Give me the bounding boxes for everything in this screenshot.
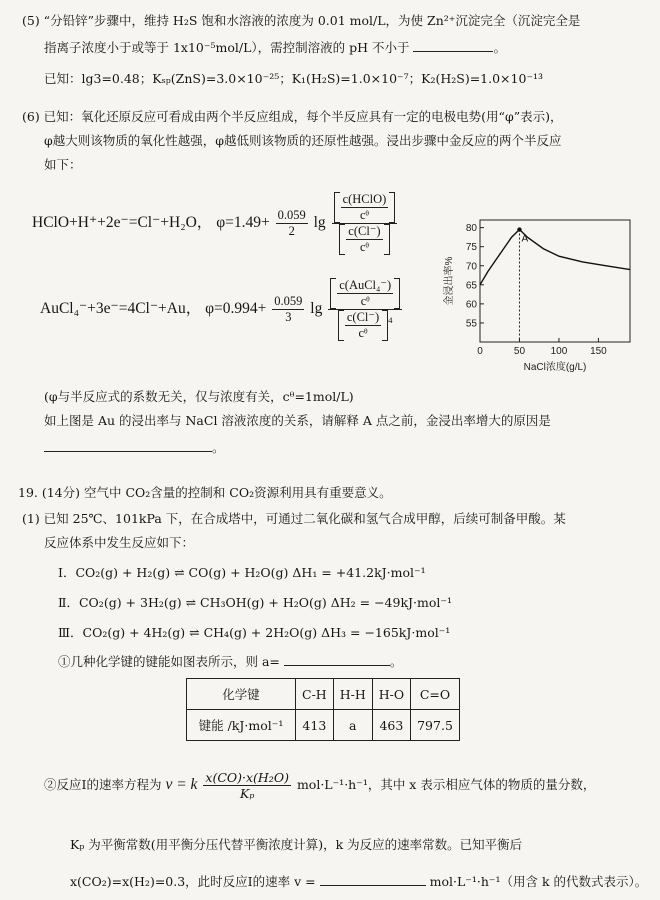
q6-answer-blank[interactable] <box>44 438 212 452</box>
x-tick-label: 150 <box>590 346 607 357</box>
eq2-left: AuCl₄⁻+3e⁻=4Cl⁻+Au， <box>40 300 202 318</box>
series-line <box>480 230 630 285</box>
x-tick-label: 100 <box>550 346 568 357</box>
point-a-marker <box>517 227 521 231</box>
table-cell: H-O <box>372 679 410 710</box>
reaction-1: Ⅰ．CO₂(g) + H₂(g) ⇌ CO(g) + H₂O(g) ΔH₁ = +41.2kJ·mol⁻¹ <box>58 565 426 580</box>
eq1-ratio-den <box>332 224 398 255</box>
q19-sub2-line2: Kₚ 为平衡常数(用平衡分压代替平衡浓度计算)，k 为反应的速率常数。已知平衡后 <box>70 837 523 852</box>
q5-line1: (5) “分铅锌”步骤中，维持 H₂S 饱和水溶液的浓度为 0.01 mol/L，为使 Zn²⁺沉淀完全（沉淀完全是 <box>22 13 581 28</box>
q19-sub1-end: 。 <box>389 654 403 669</box>
eq1-coef-frac <box>276 208 308 239</box>
q19-sub1-text: ①几种化学键的键能如图表所示，则 a= <box>58 654 280 669</box>
q19-sub2-l3a: x(CO₂)=x(H₂)=0.3，此时反应Ⅰ的速率 v = <box>70 874 316 889</box>
q19-sub2 <box>44 770 595 801</box>
y-tick-label: 55 <box>465 318 477 330</box>
y-tick-label: 65 <box>465 280 477 292</box>
eq2-lg: lg <box>310 300 323 318</box>
eq1-num-std: cᶿ <box>359 208 369 222</box>
table-cell: 键能 /kJ·mol⁻¹ <box>187 710 296 741</box>
half-reaction-2 <box>40 278 404 341</box>
q5-line2 <box>44 38 506 57</box>
eq2-coef-den: 3 <box>285 310 292 324</box>
table-cell: C=O <box>411 679 460 710</box>
table-cell: 化学键 <box>187 679 296 710</box>
rate-answer-blank[interactable] <box>320 872 426 886</box>
table-cell: a <box>333 710 372 741</box>
eq1-ratio <box>332 192 398 255</box>
au-leaching-chart <box>438 212 638 377</box>
table-cell: 413 <box>296 710 334 741</box>
q19-p1b: 反应体系中发生反应如下： <box>44 535 195 550</box>
bond-energy-blank[interactable] <box>284 652 390 666</box>
q6-line1: (6) 已知：氧化还原反应可看成由两个半反应组成，每个半反应具有一定的电极电势(用“φ”表示)， <box>22 109 563 124</box>
plot-frame <box>480 220 630 342</box>
rate-v: v = k <box>165 776 198 793</box>
y-axis-title: 金浸出率% <box>444 256 455 306</box>
eq2-coef-frac <box>272 294 304 325</box>
eq1-coef-den: 2 <box>288 224 295 238</box>
q6-answer-line <box>44 438 225 457</box>
q19-p1a: (1) 已知 25℃、101kPa 下，在合成塔中，可通过二氧化碳和氢气合成甲醇，后续可制备甲酸。某 <box>22 511 566 526</box>
bond-energy-table <box>186 678 460 741</box>
eq1-den-std: cᶿ <box>359 240 369 254</box>
rate-num: x(CO)·x(H₂O) <box>205 770 289 785</box>
q5-known: 已知：lg3=0.48；Kₛₚ(ZnS)=3.0×10⁻²⁵；K₁(H₂S)=1.0×10⁻⁷；K₂(H₂S)=1.0×10⁻¹³ <box>44 71 544 86</box>
y-tick-label: 60 <box>465 299 477 311</box>
q19-sub2-l3b: mol·L⁻¹·h⁻¹（用含 k 的代数式表示）。 <box>429 874 648 889</box>
q19-sub2-pre: ②反应Ⅰ的速率方程为 <box>44 777 162 792</box>
eq1-num-c: c(HClO) <box>342 192 387 206</box>
q5-answer-blank[interactable] <box>413 38 493 52</box>
q6-ask: 如上图是 Au 的浸出率与 NaCl 溶液浓度的关系，请解释 A 点之前，金浸出率增大的原因是 <box>44 413 551 428</box>
rate-den: Kₚ <box>240 786 255 801</box>
eq2-den-power: 4 <box>388 315 393 326</box>
table-cell: C-H <box>296 679 334 710</box>
table-header-row <box>187 679 460 710</box>
q6-line3: 如下： <box>44 157 82 172</box>
eq2-ratio-den <box>328 310 402 341</box>
eq1-ratio-num <box>332 192 398 224</box>
eq1-phi: φ=1.49+ <box>216 214 270 232</box>
y-tick-label: 75 <box>465 242 477 254</box>
eq1-den-c: c(Cl⁻) <box>348 224 381 238</box>
x-tick-label: 0 <box>477 346 483 357</box>
eq2-den-std: cᶿ <box>358 326 368 340</box>
eq2-ratio-num <box>328 278 402 310</box>
eq2-ratio <box>328 278 402 341</box>
q6-line2: φ越大则该物质的氧化性越强，φ越低则该物质的还原性越强。浸出步骤中金反应的两个半反应 <box>44 133 562 148</box>
q19-sub1 <box>58 652 402 671</box>
table-row <box>187 710 460 741</box>
eq1-coef-num: 0.059 <box>277 208 306 222</box>
half-reaction-1 <box>32 192 399 255</box>
q5-line2-text: 指离子浓度小于或等于 1x10⁻⁵mol/L），需控制溶液的 pH 不小于 <box>44 40 410 55</box>
q5-line2-end: 。 <box>493 40 506 55</box>
eq2-phi: φ=0.994+ <box>205 300 267 318</box>
q19-title: 19. (14分) 空气中 CO₂含量的控制和 CO₂资源利用具有重要意义。 <box>18 485 392 500</box>
table-cell: 797.5 <box>411 710 460 741</box>
eq1-lg: lg <box>313 214 326 232</box>
reaction-2: Ⅱ．CO₂(g) + 3H₂(g) ⇌ CH₃OH(g) + H₂O(g) ΔH₂ = −49kJ·mol⁻¹ <box>58 595 453 610</box>
eq2-den-c: c(Cl⁻) <box>346 310 380 324</box>
point-a-label: A <box>521 233 529 245</box>
eq2-num-std: cᶿ <box>360 294 370 308</box>
q6-end: 。 <box>212 440 225 455</box>
q19-sub2-post: mol·L⁻¹·h⁻¹，其中 x 表示相应气体的物质的量分数， <box>296 777 596 792</box>
y-tick-label: 70 <box>465 261 477 273</box>
table-cell: 463 <box>372 710 410 741</box>
table-cell: H-H <box>333 679 372 710</box>
eq2-num-c: c(AuCl₄⁻) <box>339 278 392 292</box>
q19-sub2-line3 <box>70 872 647 891</box>
eq1-left: HClO+H⁺+2e⁻=Cl⁻+H₂O， <box>32 214 213 232</box>
rate-frac <box>203 770 291 801</box>
reaction-3: Ⅲ．CO₂(g) + 4H₂(g) ⇌ CH₄(g) + 2H₂O(g) ΔH₃ = −165kJ·mol⁻¹ <box>58 625 451 640</box>
y-tick-label: 80 <box>465 223 477 235</box>
x-axis-title: NaCl浓度(g/L) <box>523 362 587 373</box>
x-tick-label: 50 <box>513 346 526 357</box>
q6-note: (φ与半反应式的系数无关，仅与浓度有关，cᶿ=1mol/L) <box>44 389 354 404</box>
eq2-coef-num: 0.059 <box>274 294 303 308</box>
